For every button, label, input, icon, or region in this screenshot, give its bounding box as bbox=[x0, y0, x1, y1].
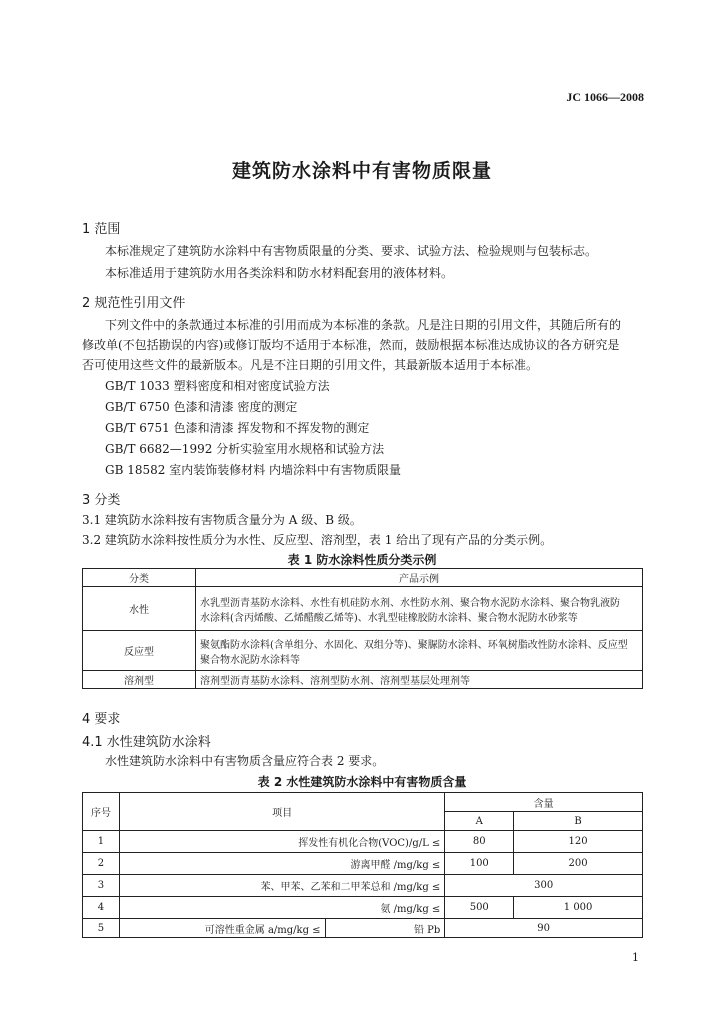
examples-line: 聚氨酯防水涂料(含单组分、水固化、双组分等)、聚脲防水涂料、环氧树脂改性防水涂料、反应型 bbox=[200, 639, 628, 651]
table-row bbox=[83, 875, 643, 897]
item-cell: 苯、甲苯、乙苯和二甲苯总和 /mg/kg ≤ bbox=[119, 875, 444, 897]
section-1-paragraph-1: 本标准规定了建筑防水涂料中有害物质限量的分类、要求、试验方法、检验规则与包装标志。 bbox=[105, 244, 598, 258]
grade-a-cell: 80 bbox=[445, 831, 514, 853]
reference-item: GB/T 6682—1992 分析实验室用水规格和试验方法 bbox=[105, 442, 385, 456]
column-header: 分类 bbox=[83, 569, 196, 587]
table-row bbox=[83, 587, 643, 631]
examples-line: 水乳型沥青基防水涂料、水性有机硅防水剂、水性防水剂、聚合物水泥防水涂料、聚合物乳液防 bbox=[200, 597, 620, 609]
section-2-heading: 2 规范性引用文件 bbox=[82, 296, 186, 311]
table-row bbox=[83, 631, 643, 671]
section-2-intro-line-3: 否可使用这些文件的最新版本。凡是不注日期的引用文件，其最新版本适用于本标准。 bbox=[82, 358, 539, 372]
clause-3-2: 3.2 建筑防水涂料按性质分为水性、反应型、溶剂型，表 1 给出了现有产品的分类示例。 bbox=[82, 533, 553, 547]
table-row bbox=[83, 831, 643, 853]
column-header: 含量 bbox=[445, 793, 643, 812]
section-2-intro-line-1: 下列文件中的条款通过本标准的引用而成为本标准的条款。凡是注日期的引用文件，其随后所有的 bbox=[105, 318, 622, 332]
section-2-intro-line-2: 修改单(不包括勘误的内容)或修订版均不适用于本标准，然而，鼓励根据本标准达成协议的各方研究是 bbox=[82, 338, 620, 352]
column-header: A bbox=[445, 812, 514, 831]
grade-b-cell: 1 000 bbox=[514, 897, 643, 919]
category-cell: 溶剂型 bbox=[83, 671, 196, 689]
standard-code: JC 1066—2008 bbox=[566, 90, 644, 104]
grade-b-cell: 120 bbox=[514, 831, 643, 853]
table-2 bbox=[82, 792, 643, 938]
merged-value-cell: 90 bbox=[445, 919, 643, 938]
item-cell: 氨 /mg/kg ≤ bbox=[119, 897, 444, 919]
reference-item: GB 18582 室内装饰装修材料 内墙涂料中有害物质限量 bbox=[105, 463, 402, 477]
page-number: 1 bbox=[632, 951, 639, 964]
table-row bbox=[83, 897, 643, 919]
column-header: 项目 bbox=[119, 793, 444, 831]
grade-b-cell: 200 bbox=[514, 853, 643, 875]
row-number-cell: 3 bbox=[83, 875, 120, 897]
subsection-4-1-heading: 4.1 水性建筑防水涂料 bbox=[82, 735, 211, 750]
table-2-caption: 表 2 水性建筑防水涂料中有害物质含量 bbox=[257, 775, 467, 789]
table-row bbox=[83, 569, 643, 587]
reference-item: GB/T 6750 色漆和清漆 密度的测定 bbox=[105, 400, 298, 414]
item-cell: 挥发性有机化合物(VOC)/g/L ≤ bbox=[119, 831, 444, 853]
reference-item: GB/T 1033 塑料密度和相对密度试验方法 bbox=[105, 379, 330, 393]
item-cell: 游离甲醛 /mg/kg ≤ bbox=[119, 853, 444, 875]
category-cell: 水性 bbox=[83, 587, 196, 631]
table-row bbox=[83, 793, 643, 812]
row-number-cell: 4 bbox=[83, 897, 120, 919]
row-number-cell: 2 bbox=[83, 853, 120, 875]
table-1-caption: 表 1 防水涂料性质分类示例 bbox=[287, 553, 437, 567]
section-1-paragraph-2: 本标准适用于建筑防水用各类涂料和防水材料配套用的液体材料。 bbox=[105, 266, 454, 280]
reference-item: GB/T 6751 色漆和清漆 挥发物和不挥发物的测定 bbox=[105, 421, 370, 435]
grade-a-cell: 100 bbox=[445, 853, 514, 875]
examples-cell bbox=[196, 587, 643, 631]
table-1 bbox=[82, 568, 643, 689]
item-cell: 可溶性重金属 a/mg/kg ≤ bbox=[119, 919, 325, 938]
table-row bbox=[83, 919, 643, 938]
row-number-cell: 5 bbox=[83, 919, 120, 938]
section-3-heading: 3 分类 bbox=[82, 493, 121, 508]
examples-cell bbox=[196, 671, 643, 689]
section-4-heading: 4 要求 bbox=[82, 712, 121, 727]
examples-line: 聚合物水泥防水涂料等 bbox=[200, 654, 300, 666]
section-4-1-paragraph: 水性建筑防水涂料中有害物质含量应符合表 2 要求。 bbox=[105, 754, 385, 768]
sub-item-cell: 铅 Pb bbox=[325, 919, 445, 938]
examples-line: 水涂料(含丙烯酸、乙烯醋酸乙烯等)、水乳型硅橡胶防水涂料、聚合物水泥防水砂浆等 bbox=[200, 612, 578, 624]
section-1-heading: 1 范围 bbox=[82, 222, 121, 237]
column-header: 产品示例 bbox=[196, 569, 643, 587]
column-header: 序号 bbox=[83, 793, 120, 831]
column-header: B bbox=[514, 812, 643, 831]
document-title: 建筑防水涂料中有害物质限量 bbox=[231, 160, 492, 182]
row-number-cell: 1 bbox=[83, 831, 120, 853]
merged-value-cell: 300 bbox=[445, 875, 643, 897]
category-cell: 反应型 bbox=[83, 631, 196, 671]
examples-cell bbox=[196, 631, 643, 671]
table-row bbox=[83, 671, 643, 689]
examples-line: 溶剂型沥青基防水涂料、溶剂型防水剂、溶剂型基层处理剂等 bbox=[200, 676, 470, 687]
grade-a-cell: 500 bbox=[445, 897, 514, 919]
table-row bbox=[83, 853, 643, 875]
clause-3-1: 3.1 建筑防水涂料按有害物质含量分为 A 级、B 级。 bbox=[82, 513, 362, 527]
